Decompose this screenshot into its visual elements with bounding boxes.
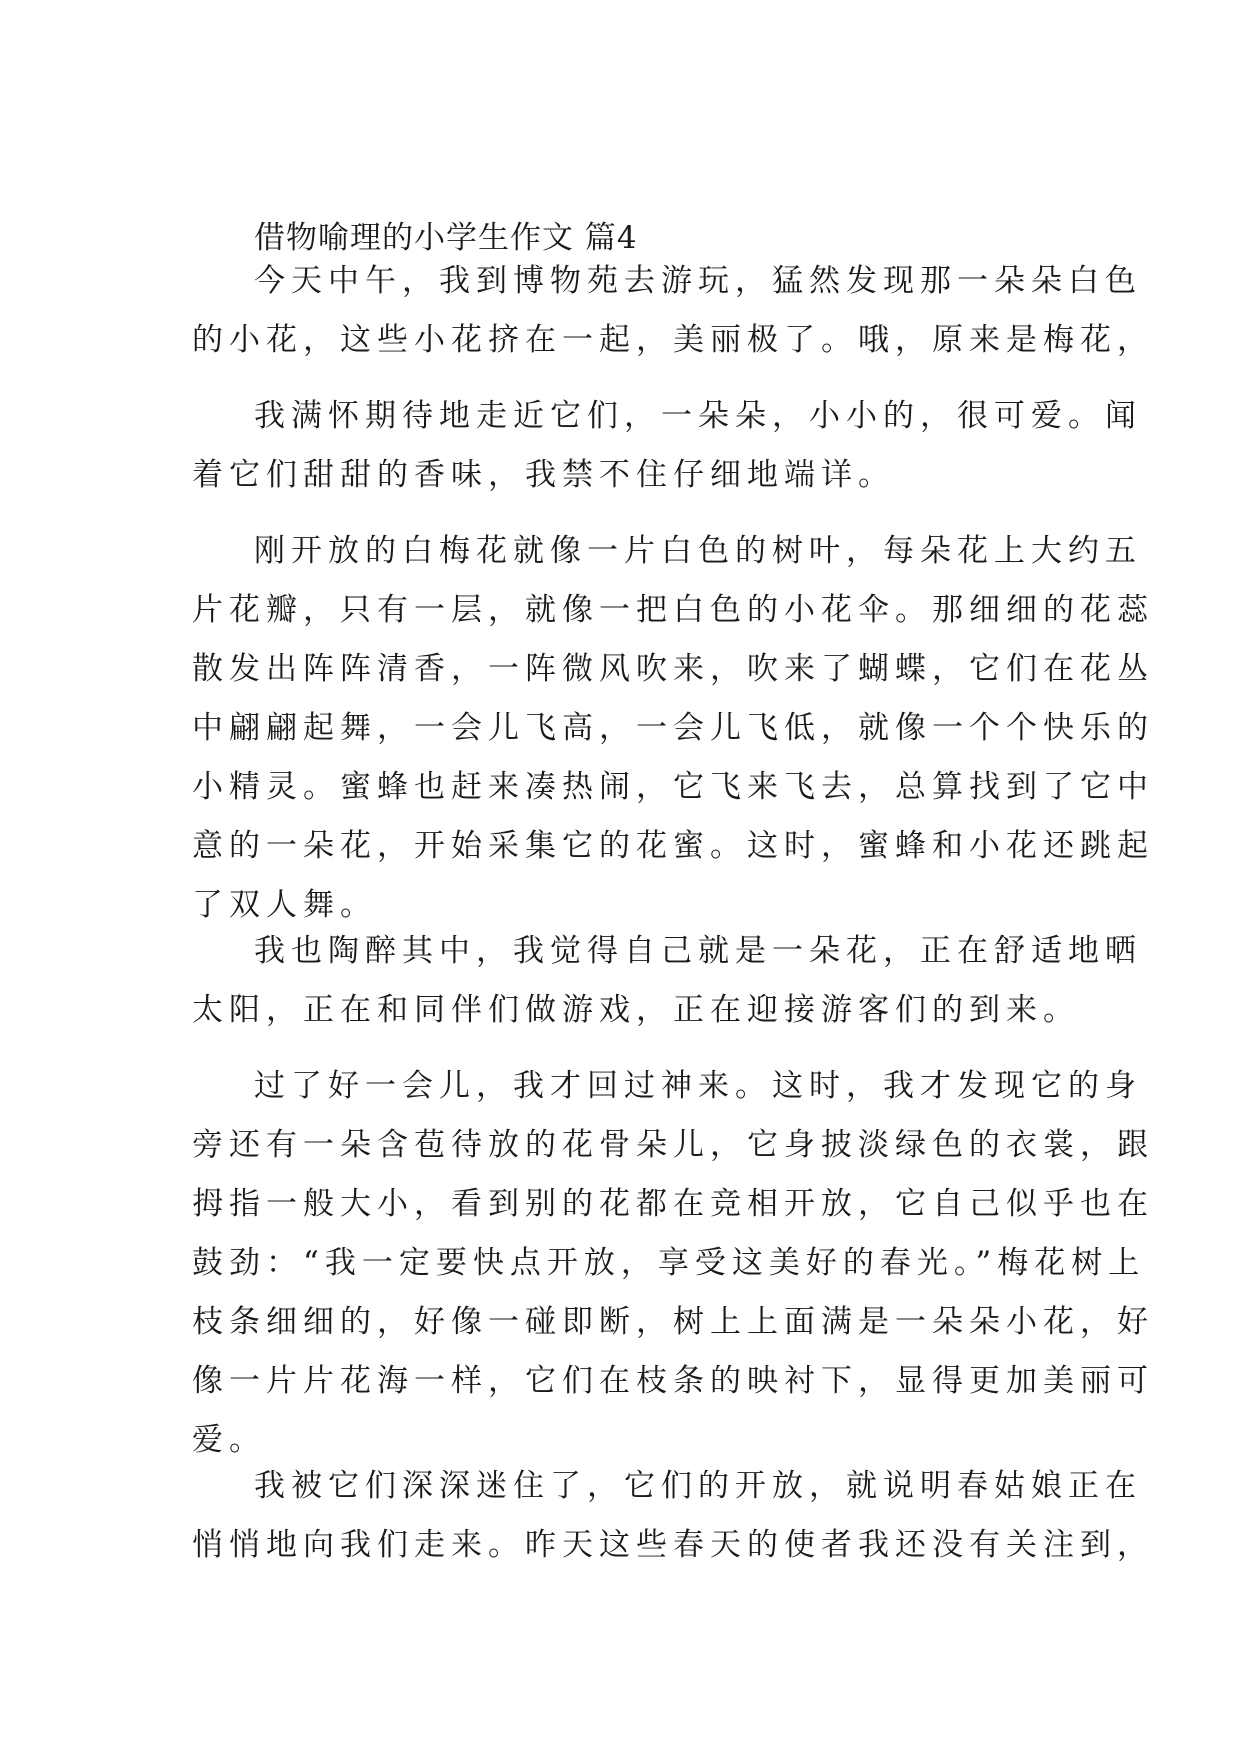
text-line: 中翩翩起舞，一会儿飞高，一会儿飞低，就像一个个快乐的 (192, 710, 1154, 746)
text-line: 小精灵。蜜蜂也赶来凑热闹，它飞来飞去，总算找到了它中 (192, 769, 1154, 805)
text-line: 爱。 (192, 1422, 266, 1458)
paragraph-4 (192, 922, 1142, 1040)
text-line: 散发出阵阵清香，一阵微风吹来，吹来了蝴蝶，它们在花丛 (192, 651, 1154, 687)
text-line: 拇指一般大小，看到别的花都在竞相开放，它自己似乎也在 (192, 1186, 1154, 1222)
paragraph-5 (192, 1057, 1154, 1470)
text-line: 过了好一会儿，我才回过神来。这时，我才发现它的身 (254, 1068, 1142, 1104)
text-line: 我被它们深深迷住了，它们的开放，就说明春姑娘正在 (254, 1468, 1142, 1504)
text-line: 我也陶醉其中，我觉得自己就是一朵花，正在舒适地晒 (254, 933, 1142, 969)
text-line: 悄悄地向我们走来。昨天这些春天的使者我还没有关注到， (192, 1527, 1154, 1563)
text-line: 刚开放的白梅花就像一片白色的树叶，每朵花上大约五 (254, 533, 1142, 569)
paragraph-2 (192, 387, 1142, 505)
text-line: 了双人舞。 (192, 887, 377, 923)
text-line: 片花瓣，只有一层，就像一把白色的小花伞。那细细的花蕊 (192, 592, 1154, 628)
paragraph-1 (192, 252, 1154, 370)
paragraph-6 (192, 1457, 1154, 1575)
text-line: 我满怀期待地走近它们，一朵朵，小小的，很可爱。闻 (254, 398, 1142, 434)
text-line: 旁还有一朵含苞待放的花骨朵儿，它身披淡绿色的衣裳，跟 (192, 1127, 1154, 1163)
text-line: 鼓劲：“我一定要快点开放，享受这美好的春光。”梅花树上 (192, 1245, 1146, 1281)
text-line: 着它们甜甜的香味，我禁不住仔细地端详。 (192, 457, 895, 493)
text-line: 意的一朵花，开始采集它的花蜜。这时，蜜蜂和小花还跳起 (192, 828, 1154, 864)
text-line: 今天中午，我到博物苑去游玩，猛然发现那一朵朵白色 (254, 263, 1142, 299)
text-line: 枝条细细的，好像一碰即断，树上上面满是一朵朵小花，好 (192, 1304, 1154, 1340)
document-title: 借物喻理的小学生作文 篇4 (254, 220, 638, 256)
text-line: 太阳，正在和同伴们做游戏，正在迎接游客们的到来。 (192, 992, 1080, 1028)
paragraph-3 (192, 522, 1154, 935)
text-line: 的小花，这些小花挤在一起，美丽极了。哦，原来是梅花， (192, 322, 1154, 358)
text-line: 像一片片花海一样，它们在枝条的映衬下，显得更加美丽可 (192, 1363, 1154, 1399)
